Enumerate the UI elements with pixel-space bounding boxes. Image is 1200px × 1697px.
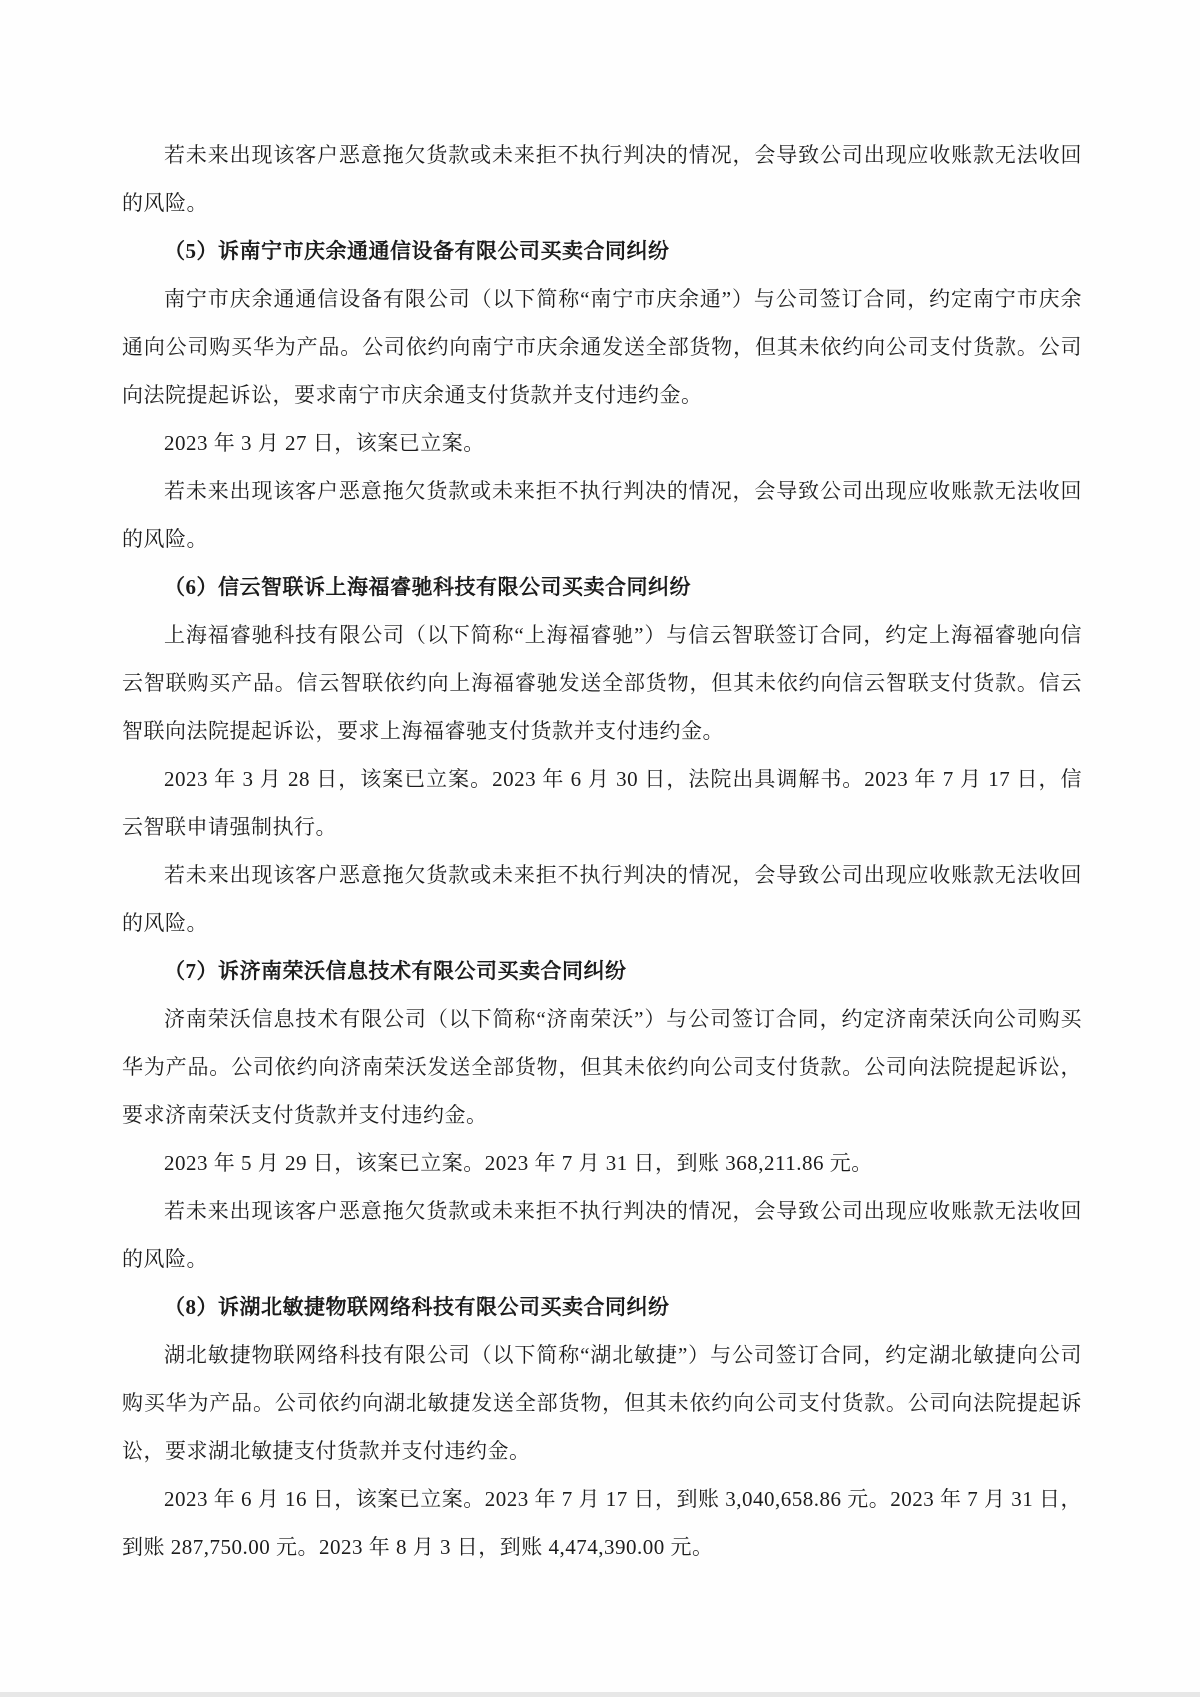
paragraph: 若未来出现该客户恶意拖欠货款或未来拒不执行判决的情况，会导致公司出现应收账款无法收回的风险。 xyxy=(122,863,1082,935)
paragraph: 若未来出现该客户恶意拖欠货款或未来拒不执行判决的情况，会导致公司出现应收账款无法收回的风险。 xyxy=(122,143,1082,215)
paragraph: 上海福睿驰科技有限公司（以下简称“上海福睿驰”）与信云智联签订合同，约定上海福睿驰向信云智联购买产品。信云智联依约向上海福睿驰发送全部货物，但其未依约向信云智联支付货款。信云智联向法院提起诉讼，要求上海福睿驰支付货款并支付违约金。 xyxy=(122,623,1082,743)
paragraph: 南宁市庆余通通信设备有限公司（以下简称“南宁市庆余通”）与公司签订合同，约定南宁市庆余通向公司购买华为产品。公司依约向南宁市庆余通发送全部货物，但其未依约向公司支付货款。公司向法院提起诉讼，要求南宁市庆余通支付货款并支付违约金。 xyxy=(122,287,1082,407)
paragraph: 2023 年 3 月 27 日，该案已立案。 xyxy=(164,431,485,455)
paragraph: 若未来出现该客户恶意拖欠货款或未来拒不执行判决的情况，会导致公司出现应收账款无法收回的风险。 xyxy=(122,479,1082,551)
paragraph: 2023 年 3 月 28 日，该案已立案。2023 年 6 月 30 日，法院出具调解书。2023 年 7 月 17 日，信云智联申请强制执行。 xyxy=(122,767,1082,839)
section-heading: （5）诉南宁市庆余通通信设备有限公司买卖合同纠纷 xyxy=(164,239,670,263)
section-heading: （6）信云智联诉上海福睿驰科技有限公司买卖合同纠纷 xyxy=(164,575,691,599)
section-heading: （7）诉济南荣沃信息技术有限公司买卖合同纠纷 xyxy=(164,959,627,983)
paragraph: 湖北敏捷物联网络科技有限公司（以下简称“湖北敏捷”）与公司签订合同，约定湖北敏捷向公司购买华为产品。公司依约向湖北敏捷发送全部货物，但其未依约向公司支付货款。公司向法院提起诉讼，要求湖北敏捷支付货款并支付违约金。 xyxy=(122,1343,1082,1463)
paragraph: 济南荣沃信息技术有限公司（以下简称“济南荣沃”）与公司签订合同，约定济南荣沃向公司购买华为产品。公司依约向济南荣沃发送全部货物，但其未依约向公司支付货款。公司向法院提起诉讼，要求济南荣沃支付货款并支付违约金。 xyxy=(122,1007,1082,1127)
paragraph: 若未来出现该客户恶意拖欠货款或未来拒不执行判决的情况，会导致公司出现应收账款无法收回的风险。 xyxy=(122,1199,1082,1271)
paragraph: 2023 年 5 月 29 日，该案已立案。2023 年 7 月 31 日，到账 368,211.86 元。 xyxy=(164,1151,873,1175)
paragraph: 2023 年 6 月 16 日，该案已立案。2023 年 7 月 17 日，到账 3,040,658.86 元。2023 年 7 月 31 日，到账 287,750.00 元。2023 年 8 月 3 日，到账 4,474,390.00 元。 xyxy=(122,1487,1082,1559)
section-heading: （8）诉湖北敏捷物联网络科技有限公司买卖合同纠纷 xyxy=(164,1295,670,1319)
